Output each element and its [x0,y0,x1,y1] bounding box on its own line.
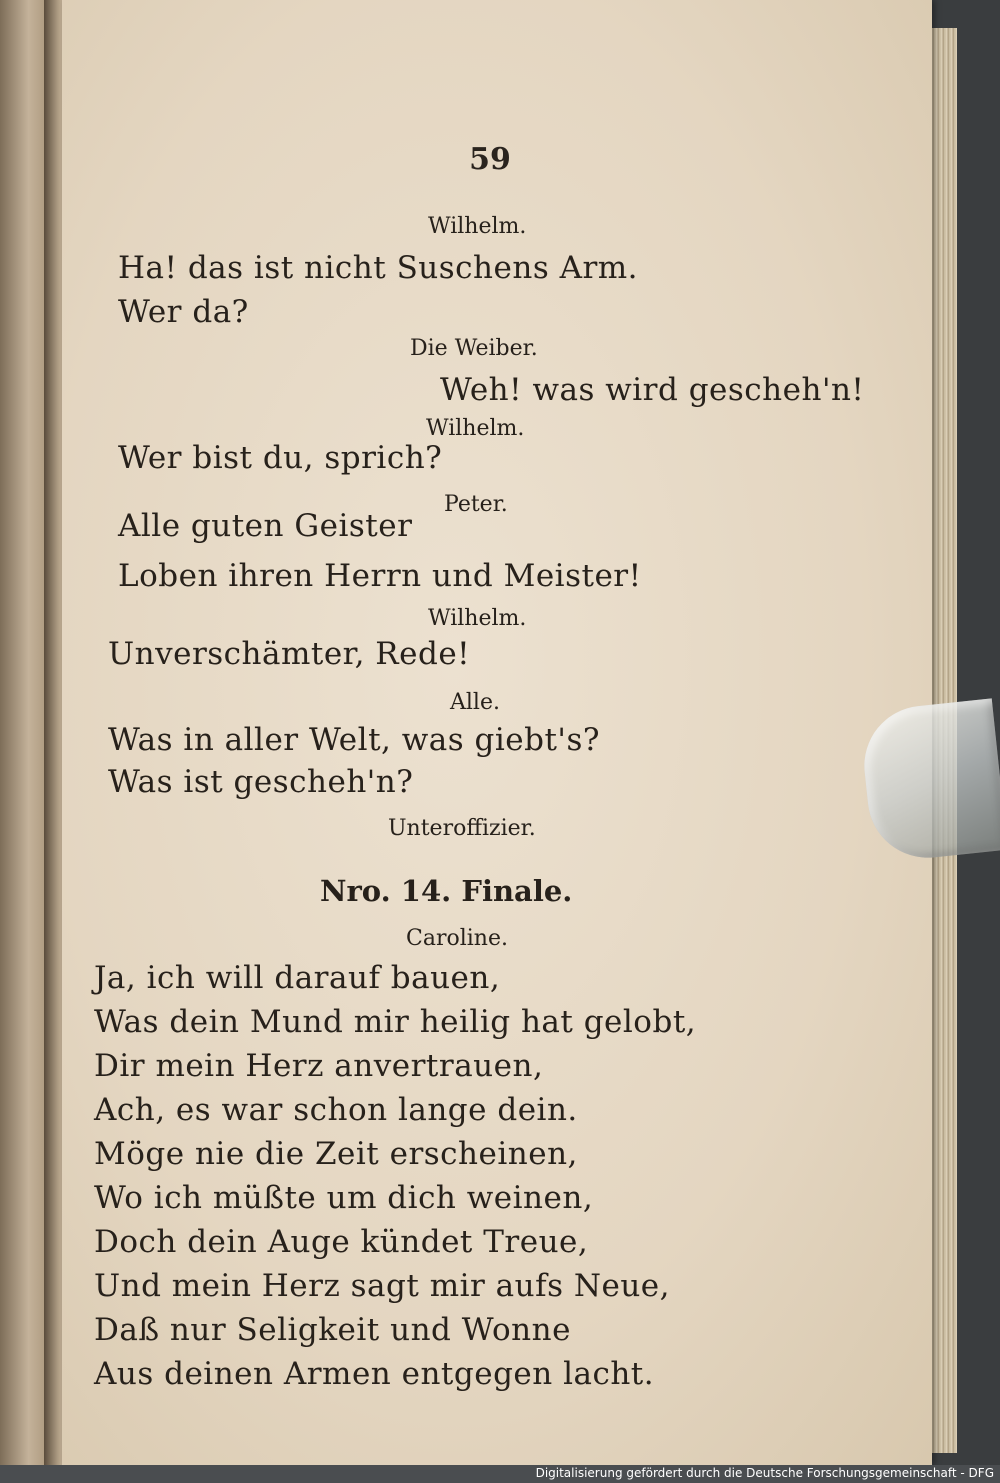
lyric-line: Was dein Mund mir heilig hat gelobt, [94,1004,697,1040]
speaker-wilhelm: Wilhelm. [426,416,525,441]
lyric-line: Ach, es war schon lange dein. [94,1092,578,1128]
lyric-line: Wer bist du, sprich? [118,440,443,476]
lyric-line: Aus deinen Armen entgegen lacht. [94,1356,655,1392]
lyric-line: Wo ich müßte um dich weinen, [94,1180,594,1216]
speaker-wilhelm: Wilhelm. [428,606,527,631]
lyric-line: Ha! das ist nicht Suschens Arm. [118,250,639,286]
lyric-line: Loben ihren Herrn und Meister! [118,558,642,594]
speaker-peter: Peter. [444,492,508,517]
lyric-line: Was in aller Welt, was giebt's? [108,722,600,758]
lyric-line: Doch dein Auge kündet Treue, [94,1224,589,1260]
speaker-alle: Alle. [450,690,500,715]
speaker-unteroffizier: Unteroffizier. [388,816,536,841]
lyric-line: Und mein Herz sagt mir aufs Neue, [94,1268,670,1304]
lyric-line: Daß nur Seligkeit und Wonne [94,1312,571,1348]
lyric-line: Unverschämter, Rede! [108,636,471,672]
section-title: Nro. 14. Finale. [320,874,573,908]
lyric-line: Alle guten Geister [118,508,413,544]
lyric-line: Was ist gescheh'n? [108,764,414,800]
speaker-wilhelm: Wilhelm. [428,214,527,239]
lyric-line: Dir mein Herz anvertrauen, [94,1048,544,1084]
speaker-die-weiber: Die Weiber. [410,336,538,361]
speaker-caroline: Caroline. [406,926,508,951]
digitization-credit: Digitalisierung gefördert durch die Deutsche Forschungsgemeinschaft - DFG [535,1466,994,1480]
lyric-line: Ja, ich will darauf bauen, [94,960,501,996]
lyric-line: Wer da? [118,294,249,330]
lyric-line: Weh! was wird gescheh'n! [440,372,865,408]
lyric-line: Möge nie die Zeit erscheinen, [94,1136,578,1172]
page-number: 59 [469,142,511,177]
